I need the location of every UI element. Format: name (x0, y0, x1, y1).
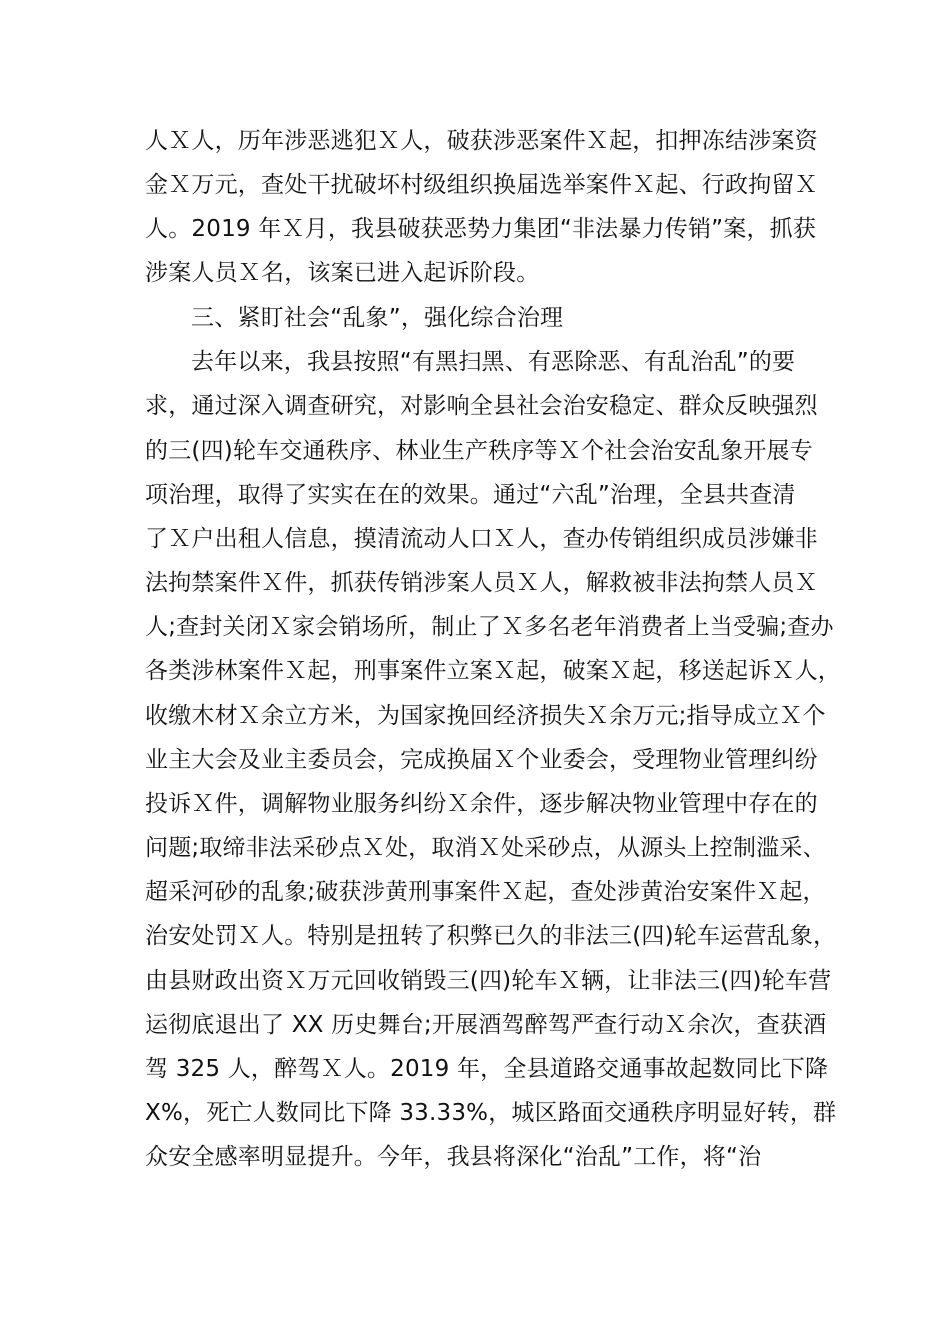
paragraph-line: 各类涉林案件Ｘ起，刑事案件立案Ｘ起，破案Ｘ起，移送起诉Ｘ人， (145, 658, 841, 684)
paragraph-line: 收缴木材Ｘ余立方米，为国家挽回经济损失Ｘ余万元;指导成立Ｘ个 (145, 703, 826, 729)
paragraph-line: 投诉Ｘ件，调解物业服务纠纷Ｘ余件，逐步解决物业管理中存在的 (145, 791, 818, 817)
paragraph-line: 去年以来，我县按照“有黑扫黑、有恶除恶、有乱治乱”的要 (191, 349, 796, 375)
paragraph-line: 金Ｘ万元，查处干扰破坏村级组织换届选举案件Ｘ起、行政拘留Ｘ (145, 172, 818, 198)
paragraph-line: 法拘禁案件Ｘ件，抓获传销涉案人员Ｘ人，解救被非法拘禁人员Ｘ (145, 570, 818, 596)
paragraph-line: 业主大会及业主委员会，完成换届Ｘ个业委会，受理物业管理纠纷 (145, 747, 818, 773)
paragraph-line: 人;查封关闭Ｘ家会销场所，制止了Ｘ多名老年消费者上当受骗;查办 (145, 614, 834, 640)
paragraph-line: 驾 325 人，醉驾Ｘ人。2019 年，全县道路交通事故起数同比下降 (145, 1056, 829, 1082)
paragraph-line: 由县财政出资Ｘ万元回收销毁三(四)轮车Ｘ辆，让非法三(四)轮车营 (145, 968, 832, 994)
paragraph-line: X%，死亡人数同比下降 33.33%，城区路面交通秩序明显好转，群 (145, 1100, 837, 1126)
paragraph-line: 运彻底退出了 XX 历史舞台;开展酒驾醉驾严查行动Ｘ余次，查获酒 (145, 1012, 827, 1038)
paragraph-line: 求，通过深入调查研究，对影响全县社会治安稳定、群众反映强烈 (145, 393, 818, 419)
paragraph-line: 了Ｘ户出租人信息，摸清流动人口Ｘ人，查办传销组织成员涉嫌非 (145, 526, 818, 552)
paragraph-line: 的三(四)轮车交通秩序、林业生产秩序等Ｘ个社会治安乱象开展专 (145, 438, 813, 464)
paragraph-line: 众安全感率明显提升。今年，我县将深化“治乱”工作，将“治 (145, 1144, 762, 1170)
paragraph-line: 项治理，取得了实实在在的效果。通过“六乱”治理，全县共查清 (145, 482, 796, 508)
paragraph-line: 治安处罚Ｘ人。特别是扭转了积弊已久的非法三(四)轮车运营乱象， (145, 923, 837, 949)
paragraph-line: 人。2019 年Ｘ月，我县破获恶势力集团“非法暴力传销”案，抓获 (145, 216, 817, 242)
section-heading: 三、紧盯社会“乱象”，强化综合治理 (191, 305, 564, 331)
paragraph-line: 涉案人员Ｘ名，该案已进入起诉阶段。 (145, 260, 540, 286)
paragraph-line: 问题;取缔非法采砂点Ｘ处，取消Ｘ处采砂点，从源头上控制滥采、 (145, 835, 826, 861)
paragraph-line: 超采河砂的乱象;破获涉黄刑事案件Ｘ起，查处涉黄治安案件Ｘ起， (145, 879, 826, 905)
paragraph-line: 人Ｘ人，历年涉恶逃犯Ｘ人，破获涉恶案件Ｘ起，扣押冻结涉案资 (145, 128, 818, 154)
